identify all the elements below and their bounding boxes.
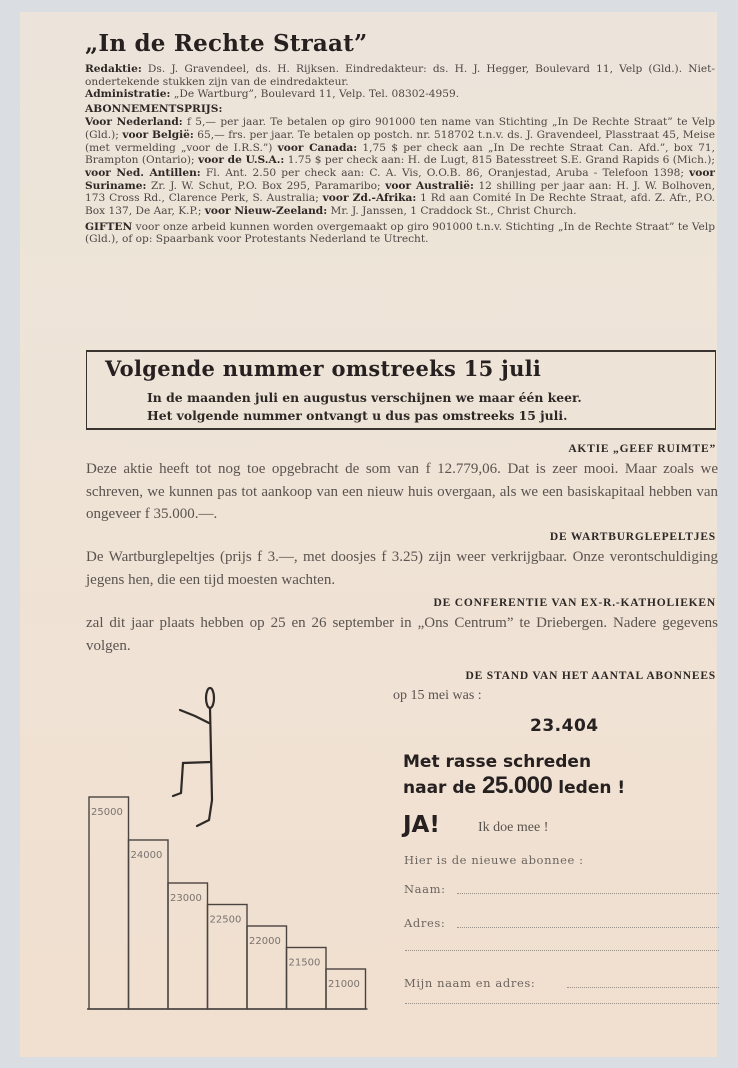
slogan-line-1: Met rasse schreden <box>403 752 592 772</box>
ja-subtext: Ik doe mee ! <box>478 820 549 835</box>
field-eigen-label: Mijn naam en adres: <box>404 976 536 990</box>
step-label: 22000 <box>249 936 281 947</box>
administratie-text: „De Wartburg”, Boulevard 11, Velp. Tel. 08302-4959. <box>170 88 460 101</box>
field-eigen-line-2[interactable] <box>405 1003 719 1004</box>
next-issue-notice <box>86 350 716 430</box>
price-label: voor Canada: <box>277 141 358 154</box>
giften-text: voor onze arbeid kunnen worden overgemaakt op giro 901000 t.n.v. Stichting „In de Rechte Straat” te Velp (Gld.), of op: Spaarbank voor Protestants Nederland te Utrecht. <box>85 220 715 246</box>
slogan <box>403 750 625 800</box>
figure-body-leg <box>197 708 212 826</box>
section-text-lepeltjes: De Wartburglepeltjes (prijs f 3.—, met doosjes f 3.25) zijn weer verkrijgbaar. Onze verontschuldiging jegens hen, die een tijd moesten wachten. <box>86 549 718 588</box>
notice-line-1: In de maanden juli en augustus verschijnen we maar één keer. <box>147 390 582 405</box>
price-label: voor de U.S.A.: <box>198 154 285 167</box>
price-text: 65,— frs. per jaar. Te betalen op postch. nr. 518702 t.n.v. ds. J. Gravendeel, Plasstraat 45, Meise (met vermelding „voor de I.R.S.”) <box>85 128 716 154</box>
administratie-label: Administratie: <box>85 88 171 101</box>
subscriber-count-heading: DE STAND VAN HET AANTAL ABONNEES <box>465 670 716 682</box>
figure-arm <box>180 710 209 723</box>
step-label: 23000 <box>170 893 202 904</box>
subscriber-count: 23.404 <box>530 716 599 736</box>
ja-heading: JA! <box>403 812 440 838</box>
field-naam-line[interactable] <box>457 893 719 894</box>
slogan-target: 25.000 <box>481 772 553 799</box>
step-bar <box>129 840 169 1009</box>
section-heading-geef-ruimte: AKTIE „GEEF RUIMTE” <box>568 443 716 455</box>
price-label: voor België: <box>122 128 194 141</box>
figure-bent-leg <box>173 762 211 796</box>
abonnement-paragraph <box>85 116 715 218</box>
redaktie-text: Ds. J. Gravendeel, ds. H. Rijksen. Eindredakteur: ds. H. J. Hegger, Boulevard 11, Velp (Gld.). Niet-ondertekende stukken zijn van de eindredakteur. <box>85 63 715 88</box>
giften-label: GIFTEN <box>85 220 133 233</box>
notice-line-2: Het volgende nummer ontvangt u dus pas omstreeks 15 juli. <box>147 408 568 423</box>
section-heading-conferentie: DE CONFERENTIE VAN EX-R.-KATHOLIEKEN <box>433 597 716 609</box>
abonnement-heading: ABONNEMENTSPRIJS: <box>85 103 223 116</box>
field-adres-line[interactable] <box>457 927 719 928</box>
redaktie-label: Redaktie: <box>85 63 142 75</box>
section-text-geef-ruimte: Deze aktie heeft tot nog toe opgebracht de som van f 12.779,06. Dat is zeer mooi. Maar zoals we schreven, we kunnen pas tot aankoop van een nieuw huis overgaan, als we een basiskapitaal hebben van ongeveer f 35.000.—. <box>86 461 718 522</box>
price-text: f 5,— per jaar. Te betalen op giro 901000 ten name van Stichting „In De Rechte Straat” te Velp (Gld.); <box>85 116 715 141</box>
step-label: 21000 <box>328 979 360 990</box>
field-adres-label: Adres: <box>404 916 446 930</box>
field-adres-line-2[interactable] <box>405 950 719 951</box>
field-eigen-line[interactable] <box>567 987 719 988</box>
price-label: voor Australië: <box>385 179 474 192</box>
redaktie-paragraph <box>85 63 715 101</box>
step-bar <box>89 797 129 1009</box>
step-label: 25000 <box>91 807 123 818</box>
giften-paragraph <box>85 221 715 246</box>
stick-figure <box>173 688 214 826</box>
price-text: Zr. J. W. Schut, P.O. Box 295, Paramaribo; <box>146 179 386 192</box>
staircase-chart <box>85 670 385 1020</box>
price-text: Mr. J. Janssen, 1 Craddock St., Christ Church. <box>327 205 577 218</box>
step-label: 22500 <box>209 914 242 926</box>
price-text: Fl. Ant. 2.50 per check aan: C. A. Vis, O.O.B. 86, Oranjestad, Aruba - Telefoon 1398; <box>200 166 690 179</box>
price-label: Voor Nederland: <box>85 116 183 129</box>
step-label: 21500 <box>288 957 321 969</box>
field-naam-label: Naam: <box>404 882 446 896</box>
price-label: voor Ned. Antillen: <box>85 166 201 179</box>
slogan-pre: naar de <box>403 778 482 798</box>
price-text: 12 shilling per jaar aan: H. J. W. Bolhoven, 173 Cross Rd., Clarence Perk, S. Australia; <box>85 179 716 205</box>
section-heading-lepeltjes: DE WARTBURGLEPELTJES <box>549 531 716 543</box>
price-text: 1,75 $ per check aan „In De rechte Straat Can. Afd.”, box 71, Brampton (Ontario); <box>85 141 716 167</box>
form-intro: Hier is de nieuwe abonnee : <box>404 853 584 867</box>
step-label: 24000 <box>130 850 163 861</box>
notice-title: Volgende nummer omstreeks 15 juli <box>105 356 542 381</box>
slogan-post: leden ! <box>552 778 626 798</box>
figure-head <box>206 688 214 708</box>
price-label: voor Zd.-Afrika: <box>322 192 417 205</box>
slogan-line-2 <box>403 774 625 800</box>
price-label: voor Suriname: <box>85 166 715 192</box>
subscriber-count-date: op 15 mei was : <box>393 688 482 703</box>
section-text-conferentie: zal dit jaar plaats hebben op 25 en 26 september in „Ons Centrum” te Driebergen. Nadere gegevens volgen. <box>86 615 718 654</box>
price-text: 1 Rd aan Comité In De Rechte Straat, afd. Z. Afr., P.O. Box 137, De Aar, K.P.; <box>85 192 716 218</box>
publication-title: „In de Rechte Straat” <box>85 30 368 57</box>
masthead <box>85 30 715 246</box>
price-label: voor Nieuw-Zeeland: <box>204 205 328 218</box>
price-text: 1.75 $ per check aan: H. de Lugt, 815 Batesstreet S.E. Grand Rapids 6 (Mich.); <box>284 154 715 167</box>
